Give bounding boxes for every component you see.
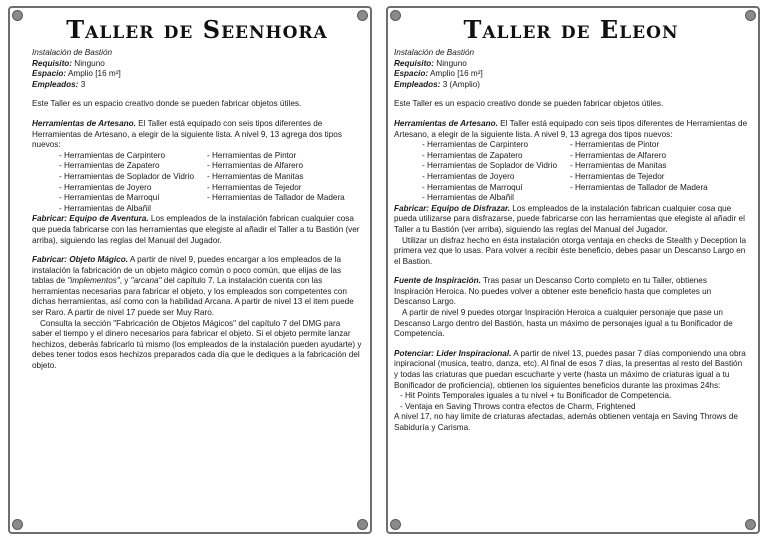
tool-item: - Herramientas de Zapatero [422, 150, 523, 160]
leader-end: A nivel 17, no hay limite de criaturas afectadas, además obtienen ventaja en Saving Throws de Sabiduría y Carisma. [394, 412, 738, 432]
corner-rivet-icon [390, 519, 401, 530]
tool-item: - Herramientas de Soplador de Vidrio [422, 161, 558, 171]
tool-item: - Herramientas de Joyero [422, 171, 515, 181]
space: Espacio: Amplio [16 m²] [394, 69, 483, 79]
adventure-paragraph: Fabricar: Equipo de Aventura. Los empleados de la instalación fabrican cualquier cosa que pueda fabricarse con las herramientas que elegiste al añadir el Taller a tu Bastión (ver arriba), siguiendo las reglas del Manual del Jugador. [32, 214, 360, 245]
tool-item: - Herramientas de Carpintero [422, 140, 529, 150]
magic-paragraph: Fabricar: Objeto Mágico. A partir de nivel 9, puedes encargar a los empleados de la instalación la fabricación de un objeto mágico común o poco común, que elijas de las tablas de "implementos", y "arcana" del capítulo 7. La instalación cuenta con las herramientas necesarias para fabricar el objeto, y los empleados son competentes con dichas herramientas, así como con la habilidad Arcana. A partir de nivel 13 el item puede ser Raro. A partir de nivel 17 puede ser Muy Raro. [32, 255, 354, 318]
workshop-card-eleon [386, 6, 760, 534]
corner-rivet-icon [745, 519, 756, 530]
intro-text: Este Taller es un espacio creativo donde se pueden fabricar objetos útiles. [394, 99, 664, 109]
tool-item: - Herramientas de Zapatero [59, 161, 160, 171]
intro-text: Este Taller es un espacio creativo donde se pueden fabricar objetos útiles. [32, 99, 302, 109]
tool-item: - Herramientas de Carpintero [59, 150, 166, 160]
tool-item [207, 204, 357, 215]
inspiration-paragraph-2: A partir de nivel 9 puedes otorgar Inspiración Heroica a cualquier personaje que pase un Descanso Largo dentro del Bastión, hasta un máximo de personajes igual a tu Bonificador de Competencia. [394, 308, 733, 339]
card-title: Taller de Seenhora [66, 15, 328, 44]
card-title: Taller de Eleon [463, 15, 679, 44]
tool-item: - Herramientas de Albañil [59, 203, 151, 213]
tool-item: - Herramientas de Alfarero [207, 161, 304, 171]
tool-item: - Herramientas de Marroquí [422, 182, 523, 192]
tool-item: - Herramientas de Albañil [422, 193, 514, 203]
corner-rivet-icon [357, 519, 368, 530]
tool-item: - Herramientas de Marroquí [59, 193, 160, 203]
leader-benefit-1: - Hit Points Temporales iguales a tu nivel + tu Bonificador de Competencia. [400, 391, 672, 401]
tool-item: - Herramientas de Soplador de Vidrio [59, 171, 195, 181]
workshop-card-seenhora [8, 6, 372, 534]
tools-paragraph: Herramientas de Artesano. El Taller está equipado con seis tipos diferentes de Herramientas de Artesano, a elegir de la siguiente lista. A nivel 9, 13 agrega dos tipos nuevos: [394, 118, 748, 139]
requirement: Requisito: Ninguno [394, 58, 467, 68]
tool-item: - Herramientas de Pintor [207, 150, 297, 160]
tool-item: - Herramientas de Tallador de Madera [207, 193, 345, 203]
tool-item: - Herramientas de Manitas [207, 171, 304, 181]
install-type: Instalación de Bastión [32, 48, 113, 57]
inspiration-paragraph: Fuente de Inspiración. Tras pasar un Descanso Corto completo en tu Taller, obtienes Inspiración Heroica. No puedes volver a obtener este beneficio hasta que completes un Descanso Largo. [394, 276, 712, 307]
tool-item: - Herramientas de Joyero [59, 182, 152, 192]
tool-item: - Herramientas de Tallador de Madera [570, 182, 708, 192]
tool-item [570, 193, 720, 204]
leader-benefit-2: - Ventaja en Saving Throws contra efectos de Charm, Frightened [400, 401, 636, 411]
employees: Empleados: 3 [32, 79, 86, 89]
magic-paragraph-2: Consulta la sección "Fabricación de Objetos Mágicos" del capítulo 7 del DMG para saber el tiempo y el dinero necesarios para fabricar el objeto. Si el objeto permite lanzar hechizos, deberás fabricarlo tú mismo (los empleados de la instalación pueden ayudarte) y debes tener todos esos hechizos preparados cada día que le dediques a la fabricación del objeto. [32, 318, 362, 371]
corner-rivet-icon [12, 10, 23, 21]
tool-item: - Herramientas de Tejedor [207, 182, 302, 192]
requirement: Requisito: Ninguno [32, 58, 105, 68]
disguise-paragraph: Fabricar: Equipo de Disfrazar. Los empleados de la instalación fabrican cualquier cosa que pueda utilizarse para disfrazarse, puede fabricarse con las herramientas que elegiste al añadir el Taller a tu Bastión (ver arriba), siguiendo las reglas del Manual del Jugador. [394, 203, 745, 234]
tool-item: - Herramientas de Alfarero [570, 150, 667, 160]
employees: Empleados: 3 (Amplio) [394, 79, 481, 89]
tool-item: - Herramientas de Pintor [570, 140, 660, 150]
space: Espacio: Amplio [16 m²] [32, 69, 121, 79]
disguise-paragraph-2: Utilizar un disfraz hecho en ésta instalación otorga ventaja en checks de Stealth y Deception la primera vez que lo usas. Para volver a recibir éste beneficio, debes pasar un Descanso Largo en el Bastion. [394, 235, 747, 266]
leader-paragraph: Potenciar: Lider Inspiracional. A partir de nivel 13, puedes pasar 7 días componiendo una obra inpiracional (musica, teatro, danza, etc). Al final de esos 7 días, la presentas al resto del Bastión y todas las criaturas que puedan escucharte y verte (hasta un máximo de criaturas igual a tu Bonificador de proficiencia), obtienen los siguientes beneficios durante las proximas 24hs: [394, 348, 746, 390]
tools-list [394, 140, 748, 204]
tool-item: - Herramientas de Manitas [570, 161, 667, 171]
tool-item: - Herramientas de Tejedor [570, 171, 665, 181]
tools-list [32, 151, 362, 215]
corner-rivet-icon [12, 519, 23, 530]
tools-paragraph: Herramientas de Artesano. El Taller está equipado con seis tipos diferentes de Herramientas de Artesano, a elegir de la siguiente lista. A nivel 9, 13 agrega dos tipos nuevos: [32, 118, 342, 150]
install-type: Instalación de Bastión [394, 48, 475, 57]
